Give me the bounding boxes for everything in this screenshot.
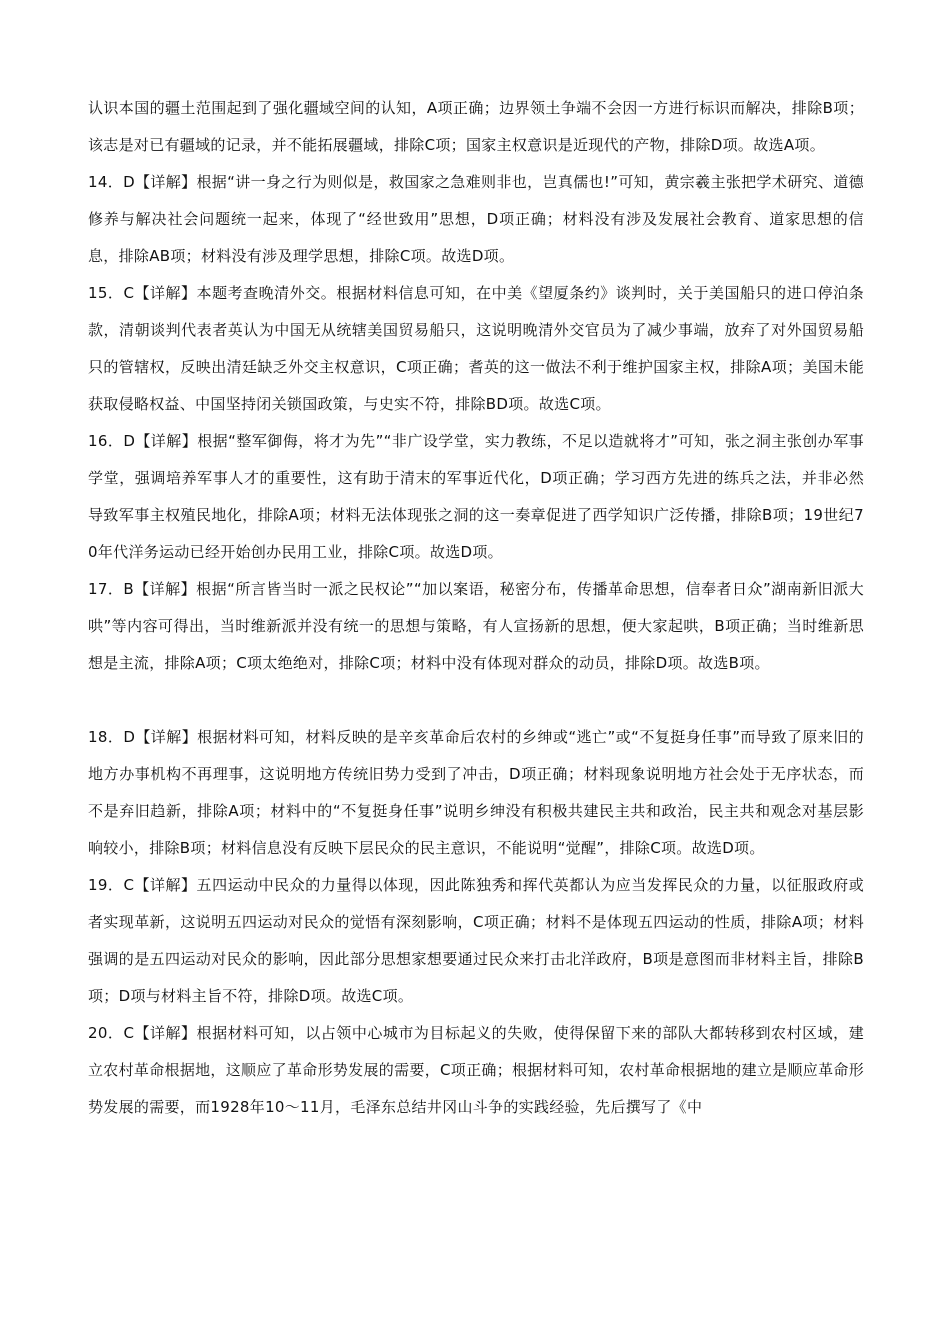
answer-18: 18．D【详解】根据材料可知，材料反映的是辛亥革命后农村的乡绅或“逃亡”或“不复挺身任事”而导致了原来旧的地方办事机构不再理事，这说明地方传统旧势力受到了冲击，D项正确；材料现象说明地方社会处于无序状态，而不是弃旧趋新，排除A项；材料中的“不复挺身任事”说明乡绅没有积极共建民主共和政治，民主共和观念对基层影响较小，排除B项；材料信息没有反映下层民众的民主意识，不能说明“觉醒”，排除C项。故选D项。 xyxy=(88,728,864,857)
blank-gap xyxy=(88,682,864,719)
answer-20: 20．C【详解】根据材料可知，以占领中心城市为目标起义的失败，使得保留下来的部队大都转移到农村区域，建立农村革命根据地，这顺应了革命形势发展的需要，C项正确；根据材料可知，农村革命根据地的建立是顺应革命形势发展的需要，而1928年10～11月，毛泽东总结井冈山斗争的实践经验，先后撰写了《中 xyxy=(88,1024,864,1116)
answer-13-continuation: 认识本国的疆土范围起到了强化疆域空间的认知，A项正确；边界领土争端不会因一方进行标识而解决，排除B项；该志是对已有疆域的记录，并不能拓展疆域，排除C项；国家主权意识是近现代的产物，排除D项。故选A项。 xyxy=(88,99,864,154)
answer-14: 14．D【详解】根据“讲一身之行为则似是，救国家之急难则非也，岂真儒也!”可知，黄宗羲主张把学术研究、道德修养与解决社会问题统一起来，体现了“经世致用”思想，D项正确；材料没有涉及发展社会教育、道家思想的信息，排除AB项；材料没有涉及理学思想，排除C项。故选D项。 xyxy=(88,173,864,265)
answer-16: 16．D【详解】根据“整军御侮，将才为先”“非广设学堂，实力教练，不足以造就将才”可知，张之洞主张创办军事学堂，强调培养军事人才的重要性，这有助于清末的军事近代化，D项正确；学习西方先进的练兵之法，并非必然导致军事主权殖民地化，排除A项；材料无法体现张之洞的这一奏章促进了西学知识广泛传播，排除B项；19世纪70年代洋务运动已经开始创办民用工业，排除C项。故选D项。 xyxy=(88,432,864,561)
answer-17: 17．B【详解】根据“所言皆当时一派之民权论”“加以案语，秘密分布，传播革命思想，信奉者日众”湖南新旧派大哄”等内容可得出，当时维新派并没有统一的思想与策略，有人宣扬新的思想，便大家起哄，B项正确；当时维新思想是主流，排除A项；C项太绝绝对，排除C项；材料中没有体现对群众的动员，排除D项。故选B项。 xyxy=(88,580,864,672)
answer-15: 15．C【详解】本题考查晚清外交。根据材料信息可知，在中美《望厦条约》谈判时，关于美国船只的进口停泊条款，清朝谈判代表者英认为中国无从统辖美国贸易船只，这说明晚清外交官员为了减少事端，放弃了对外国贸易船只的管辖权，反映出清廷缺乏外交主权意识，C项正确；耆英的这一做法不利于维护国家主权，排除A项；美国未能获取侵略权益、中国坚持闭关锁国政策，与史实不符，排除BD项。故选C项。 xyxy=(88,284,864,413)
answer-19: 19．C【详解】五四运动中民众的力量得以体现，因此陈独秀和挥代英都认为应当发挥民众的力量，以征服政府或者实现革新，这说明五四运动对民众的觉悟有深刻影响，C项正确；材料不是体现五四运动的性质，排除A项；材料强调的是五四运动对民众的影响，因此部分思想家想要通过民众来打击北洋政府，B项是意图而非材料主旨，排除B项；D项与材料主旨不符，排除D项。故选C项。 xyxy=(88,876,864,1005)
